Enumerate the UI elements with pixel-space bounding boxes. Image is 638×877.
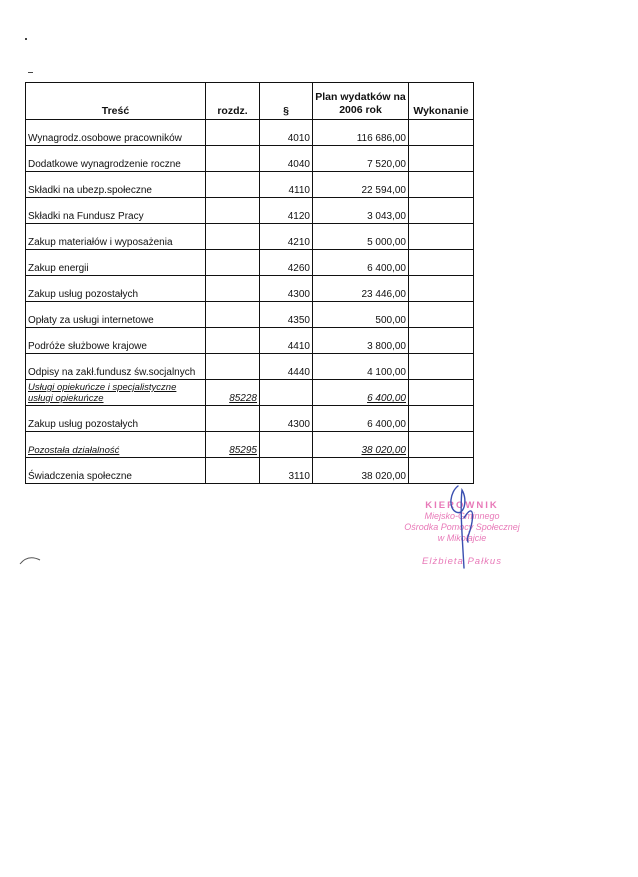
cell-rozdzial	[206, 198, 260, 224]
cell-paragraph	[260, 432, 313, 458]
cell-rozdzial	[206, 276, 260, 302]
cell-description: Usługi opiekuńcze i specjalistyczne usługi opiekuńcze	[26, 380, 206, 406]
cell-description: Dodatkowe wynagrodzenie roczne	[26, 146, 206, 172]
header-rozdz: rozdz.	[206, 83, 260, 120]
cell-execution	[409, 224, 474, 250]
cell-plan-amount: 6 400,00	[313, 380, 409, 406]
cell-plan-amount: 6 400,00	[313, 250, 409, 276]
table-row	[26, 458, 474, 484]
stamp-line-2: Ośrodka Pomocy Społecznej	[404, 522, 520, 532]
cell-description: Pozostała działalność	[26, 432, 206, 458]
header-plan-line2: 2006 rok	[339, 104, 382, 116]
cell-rozdzial	[206, 250, 260, 276]
cell-execution	[409, 380, 474, 406]
scan-mark	[18, 550, 48, 570]
cell-description: Zakup energii	[26, 250, 206, 276]
table-row	[26, 250, 474, 276]
cell-description: Odpisy na zakł.fundusz św.socjalnych	[26, 354, 206, 380]
cell-rozdzial	[206, 406, 260, 432]
cell-description: Składki na ubezp.społeczne	[26, 172, 206, 198]
stamp-title: KIEROWNIK	[425, 500, 499, 511]
cell-paragraph: 4440	[260, 354, 313, 380]
table-row	[26, 224, 474, 250]
cell-plan-amount: 22 594,00	[313, 172, 409, 198]
cell-plan-amount: 4 100,00	[313, 354, 409, 380]
cell-paragraph: 4260	[260, 250, 313, 276]
cell-plan-amount: 3 043,00	[313, 198, 409, 224]
cell-execution	[409, 406, 474, 432]
cell-rozdzial	[206, 458, 260, 484]
cell-description: Wynagrodz.osobowe pracowników	[26, 120, 206, 146]
header-plan-line1: Plan wydatków na	[315, 91, 406, 103]
stamp-line-1: Miejsko-Gminnego	[424, 511, 500, 521]
cell-execution	[409, 302, 474, 328]
table-row	[26, 120, 474, 146]
cell-execution	[409, 432, 474, 458]
cell-plan-amount: 5 000,00	[313, 224, 409, 250]
table-row	[26, 276, 474, 302]
cell-rozdzial	[206, 224, 260, 250]
table-row	[26, 328, 474, 354]
cell-plan-amount: 38 020,00	[313, 432, 409, 458]
cell-paragraph: 4040	[260, 146, 313, 172]
scan-speck	[28, 72, 33, 73]
cell-paragraph: 4110	[260, 172, 313, 198]
cell-paragraph: 4300	[260, 406, 313, 432]
cell-rozdzial: 85228	[206, 380, 260, 406]
cell-paragraph: 4300	[260, 276, 313, 302]
cell-plan-amount: 500,00	[313, 302, 409, 328]
cell-execution	[409, 354, 474, 380]
cell-paragraph	[260, 380, 313, 406]
cell-rozdzial	[206, 302, 260, 328]
cell-rozdzial: 85295	[206, 432, 260, 458]
cell-plan-amount: 38 020,00	[313, 458, 409, 484]
table-row	[26, 354, 474, 380]
cell-description: Zakup usług pozostałych	[26, 406, 206, 432]
cell-plan-amount: 3 800,00	[313, 328, 409, 354]
cell-paragraph: 4210	[260, 224, 313, 250]
cell-execution	[409, 120, 474, 146]
cell-plan-amount: 23 446,00	[313, 276, 409, 302]
table-row	[26, 146, 474, 172]
cell-description: Zakup usług pozostałych	[26, 276, 206, 302]
handwritten-signature	[440, 478, 490, 578]
header-plan	[313, 83, 409, 120]
cell-execution	[409, 328, 474, 354]
cell-paragraph: 3110	[260, 458, 313, 484]
cell-execution	[409, 276, 474, 302]
header-tresc: Treść	[26, 83, 206, 120]
stamp-line-3: w Mikołajcie	[437, 533, 487, 543]
table-row	[26, 172, 474, 198]
header-paragraph: §	[260, 83, 313, 120]
cell-execution	[409, 250, 474, 276]
section-row	[26, 432, 474, 458]
cell-plan-amount: 116 686,00	[313, 120, 409, 146]
table-row	[26, 198, 474, 224]
cell-execution	[409, 146, 474, 172]
section-row	[26, 380, 474, 406]
cell-paragraph: 4010	[260, 120, 313, 146]
table-row	[26, 406, 474, 432]
table-row	[26, 302, 474, 328]
cell-rozdzial	[206, 172, 260, 198]
cell-rozdzial	[206, 354, 260, 380]
cell-execution	[409, 172, 474, 198]
cell-paragraph: 4350	[260, 302, 313, 328]
table-header-row	[26, 83, 474, 120]
stamp-name: Elżbieta Pałkus	[422, 556, 502, 567]
cell-plan-amount: 6 400,00	[313, 406, 409, 432]
cell-paragraph: 4410	[260, 328, 313, 354]
cell-description: Opłaty za usługi internetowe	[26, 302, 206, 328]
cell-execution	[409, 198, 474, 224]
cell-rozdzial	[206, 146, 260, 172]
expenditure-table	[25, 82, 474, 484]
cell-description: Składki na Fundusz Pracy	[26, 198, 206, 224]
cell-rozdzial	[206, 328, 260, 354]
cell-description: Zakup materiałów i wyposażenia	[26, 224, 206, 250]
scan-speck	[25, 38, 27, 40]
cell-rozdzial	[206, 120, 260, 146]
cell-description: Świadczenia społeczne	[26, 458, 206, 484]
cell-paragraph: 4120	[260, 198, 313, 224]
header-wykonanie: Wykonanie	[409, 83, 474, 120]
cell-description: Podróże służbowe krajowe	[26, 328, 206, 354]
cell-plan-amount: 7 520,00	[313, 146, 409, 172]
